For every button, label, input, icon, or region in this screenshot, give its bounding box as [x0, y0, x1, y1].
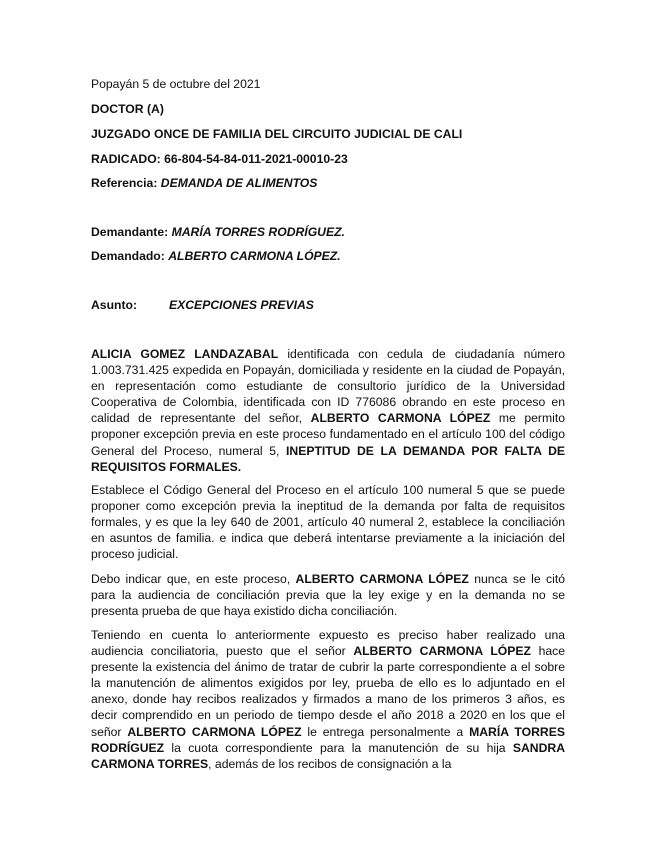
demandante-value: MARÍA TORRES RODRÍGUEZ. [171, 225, 345, 239]
addressee-line: DOCTOR (A) [91, 102, 164, 116]
p3-text-a: Debo indicar que, en este proceso, [91, 572, 296, 586]
p4-text-c: le entrega personalmente a [301, 724, 470, 739]
p4-text-a: Teniendo en cuenta lo anteriormente expuesto es preciso haber realizado una audiencia conciliatoria, puesto que el señor [91, 628, 565, 659]
radicado-line [91, 151, 348, 167]
asunto-value: EXCEPCIONES PREVIAS [169, 298, 314, 312]
p4-name-a: ALBERTO CARMONA LÓPEZ [353, 644, 531, 659]
demandante-line [91, 224, 345, 240]
p1-exception: INEPTITUD DE LA DEMANDA POR FALTA DE REQUISITOS FORMALES. [91, 443, 565, 474]
demandado-value: ALBERTO CARMONA LÓPEZ. [168, 249, 341, 263]
p4-name-b: ALBERTO CARMONA LÓPEZ [127, 724, 302, 739]
p1-represented: ALBERTO CARMONA LÓPEZ [310, 411, 491, 426]
demandado-line [91, 248, 341, 264]
p2-text: Establece el Código General del Proceso en el artículo 100 numeral 5 que se puede proponer como excepción previa la ineptitud de la demanda por falta de requisitos formales, y es que la ley 640 de 2001, artículo 40 numeral 2, establece la conciliación en asuntos de familia. e indica que deberá intentarse previamente a la iniciación del proceso judicial. [91, 483, 565, 562]
p1-name: ALICIA GOMEZ LANDAZABAL [91, 347, 279, 361]
court-line: JUZGADO ONCE DE FAMILIA DEL CIRCUITO JUDICIAL DE CALI [91, 127, 463, 141]
p4-text-b: hace presente la existencia del ánimo de tratar de cubrir la parte correspondiente a el sobre la manutención de alimentos exigidos por ley, prueba de ello es lo adjuntado en el anexo, donde hay recibos realizados y firmados a mano de los primeros 3 años, es decir comprendido en un periodo de tiempo desde el año 2018 a 2020 en los que el señor [91, 644, 565, 739]
p4-text-e: , además de los recibos de consignación a la [208, 756, 452, 771]
p4-text-d: la cuota correspondiente para la manutención de su hija [164, 740, 513, 755]
paragraph-1 [91, 346, 565, 475]
date-line: Popayán 5 de octubre del 2021 [91, 77, 261, 91]
asunto-label: Asunto: [91, 298, 138, 312]
demandante-label: Demandante: [91, 225, 169, 239]
p3-text-b: nunca se le citó para la audiencia de conciliación previa que la ley exige y en la demanda no se presenta prueba de que haya existido dicha conciliación. [91, 572, 565, 619]
p4-name-d: SANDRA CARMONA TORRES [91, 740, 565, 771]
radicado-value: 66-804-54-84-011-2021-00010-23 [164, 152, 348, 166]
radicado-label: RADICADO: [91, 152, 161, 166]
referencia-label: Referencia: [91, 176, 158, 190]
paragraph-3 [91, 571, 565, 619]
referencia-line [91, 175, 317, 191]
p3-name: ALBERTO CARMONA LÓPEZ [295, 572, 469, 586]
asunto-line [91, 297, 314, 313]
referencia-value: DEMANDA DE ALIMENTOS [160, 176, 318, 190]
demandado-label: Demandado: [91, 249, 165, 263]
p4-name-c: MARÍA TORRES RODRÍGUEZ [91, 724, 565, 755]
p1-text-a: identificada con cedula de ciudadanía número 1.003.731.425 expedida en Popayán, domiciliada y residente en la ciudad de Popayán, en representación como estudiante de consultorio jurídico de la Universidad Cooperativa de Colombia, identificada con ID 776086 obrando en este proceso en calidad de representante del señor, [91, 347, 565, 426]
p1-text-b: me permito proponer excepción previa en este proceso fundamentado en el artículo 100 del código General del Proceso, numeral 5, [91, 411, 565, 458]
paragraph-4 [91, 627, 565, 772]
paragraph-2 [91, 482, 565, 562]
